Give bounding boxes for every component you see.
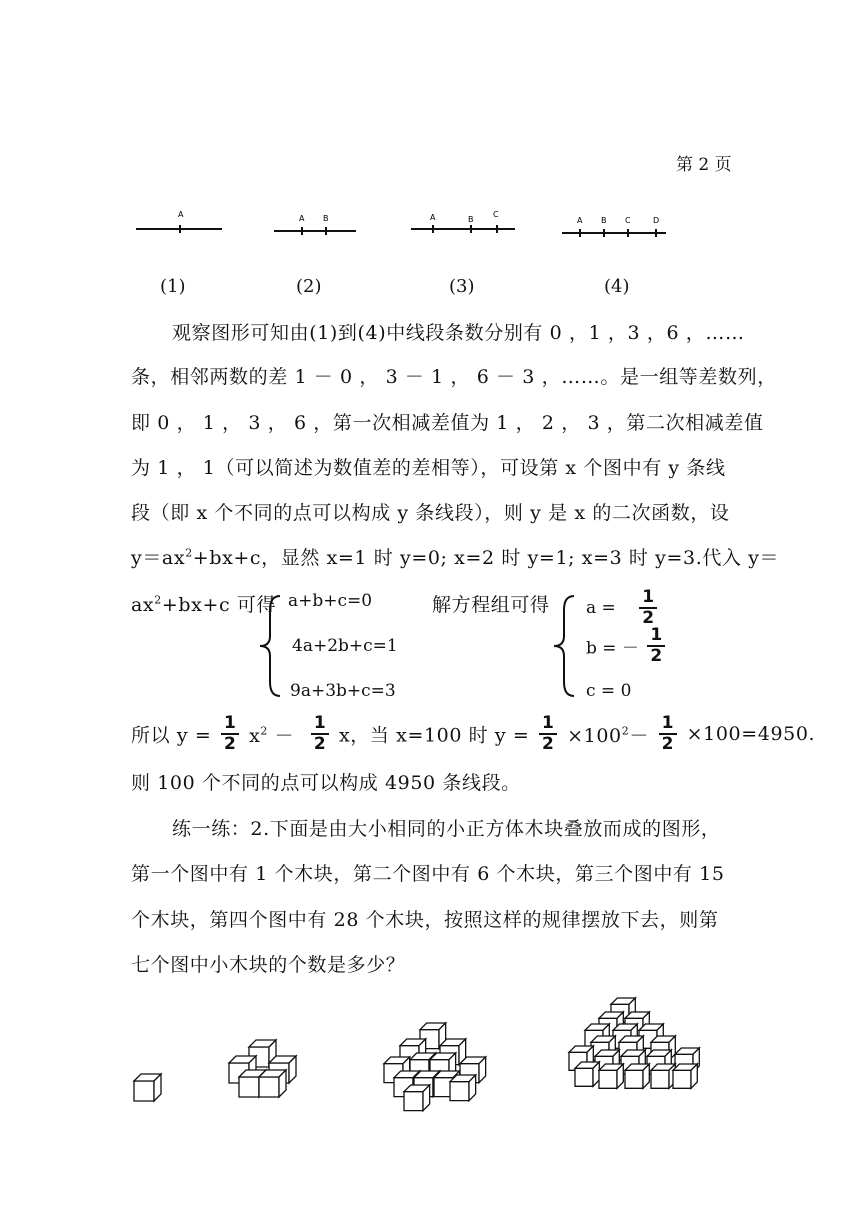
paragraph-line: 条，相邻两数的差 1 － 0 ， 3 － 1 ， 6 － 3 ，……。是一组等差数列， bbox=[131, 366, 777, 388]
left-brace bbox=[548, 592, 578, 700]
paragraph-line: 观察图形可知由(1)到(4)中线段条数分别有 0 ，1 ，3 ，6 ，…… bbox=[172, 322, 745, 344]
segment-figure-2 bbox=[272, 200, 362, 240]
cube-figure-4 bbox=[555, 992, 715, 1092]
figure-caption-4: (4) bbox=[604, 276, 630, 297]
cube-figure-3 bbox=[370, 1015, 500, 1115]
equation: 4a+2b+c=1 bbox=[292, 636, 398, 656]
segment-figure-3 bbox=[409, 200, 519, 240]
point-label: B bbox=[323, 214, 329, 223]
fraction: $\frac{1}{2}$ bbox=[647, 626, 665, 666]
paragraph-line: $ax^2+bx+c$ 可得 bbox=[131, 593, 277, 616]
equation: a+b+c=0 bbox=[288, 591, 373, 611]
segment-figure-1 bbox=[134, 200, 224, 240]
cube-block bbox=[575, 1062, 599, 1086]
figure-caption-2: (2) bbox=[296, 276, 322, 297]
cube-block bbox=[450, 1075, 476, 1101]
point-label: D bbox=[653, 216, 660, 225]
exercise-line: 个木块，第四个图中有 28 个木块，按照这样的规律摆放下去，则第 bbox=[131, 909, 719, 931]
cube-block bbox=[651, 1064, 675, 1088]
cube-block bbox=[259, 1070, 286, 1097]
figure-caption-1: (1) bbox=[160, 276, 186, 297]
fraction: $\frac{1}{2}$ bbox=[659, 714, 677, 754]
solution-c: c = 0 bbox=[586, 681, 632, 701]
fraction: $\frac{1}{2}$ bbox=[311, 714, 329, 754]
fraction: $\frac{1}{2}$ bbox=[639, 588, 657, 628]
point-label: A bbox=[299, 214, 305, 223]
point-label: A bbox=[577, 216, 583, 225]
fraction: $\frac{1}{2}$ bbox=[539, 714, 557, 754]
point-label: B bbox=[468, 215, 474, 224]
page-number: 第 2 页 bbox=[676, 155, 732, 175]
cube-figure-2 bbox=[215, 1030, 325, 1110]
exercise-line: 第一个图中有 1 个木块，第二个图中有 6 个木块，第三个图中有 15 bbox=[131, 863, 725, 885]
left-brace bbox=[254, 592, 284, 700]
point-label: C bbox=[493, 210, 499, 219]
cube-block bbox=[134, 1074, 161, 1101]
paragraph-line: 即 0 ， 1 ， 3 ， 6 ，第一次相减差值为 1 ， 2 ， 3 ，第二次相减差值 bbox=[131, 412, 764, 434]
solve-label: 解方程组可得 bbox=[432, 594, 550, 616]
paragraph-line: $y=ax^2+bx+c$，显然 x=1 时 y=0; x=2 时 y=1; x=3 时 y=3.代入 y＝ bbox=[131, 546, 780, 569]
cube-block bbox=[404, 1085, 430, 1111]
point-label: C bbox=[625, 216, 631, 225]
cube-block bbox=[625, 1064, 649, 1088]
segment-figure-4 bbox=[560, 200, 670, 240]
fraction: $\frac{1}{2}$ bbox=[221, 714, 239, 754]
point-label: A bbox=[430, 213, 436, 222]
conclusion: 则 100 个不同的点可以构成 4950 条线段。 bbox=[131, 772, 521, 794]
exercise-line: 七个图中小木块的个数是多少？ bbox=[131, 954, 406, 976]
solution-a: a = $\frac{1}{2}$ bbox=[586, 588, 660, 628]
exercise-line: 练一练：2.下面是由大小相同的小正方体木块叠放而成的图形， bbox=[172, 818, 721, 840]
point-label: A bbox=[178, 210, 184, 219]
point-label: B bbox=[601, 216, 607, 225]
equation: 9a+3b+c=3 bbox=[290, 681, 396, 701]
cube-figure-1 bbox=[120, 1060, 180, 1120]
result-line: 所以 y = $\frac{1}{2}$ $x^2$ － $\frac{1}{2}$ x，当 x=100 时 y = $\frac{1}{2}$ $\times 100^2-$ $\frac{1}{2}$ ×100=4950. bbox=[131, 713, 816, 754]
cube-block bbox=[599, 1064, 623, 1088]
paragraph-line: 段（即 x 个不同的点可以构成 y 条线段），则 y 是 x 的二次函数，设 bbox=[131, 502, 730, 524]
figure-caption-3: (3) bbox=[449, 276, 475, 297]
paragraph-line: 为 1 ， 1（可以简述为数值差的差相等），可设第 x 个图中有 y 条线 bbox=[131, 457, 726, 479]
cube-block bbox=[673, 1064, 697, 1088]
solution-b: b = － $\frac{1}{2}$ bbox=[586, 626, 668, 666]
